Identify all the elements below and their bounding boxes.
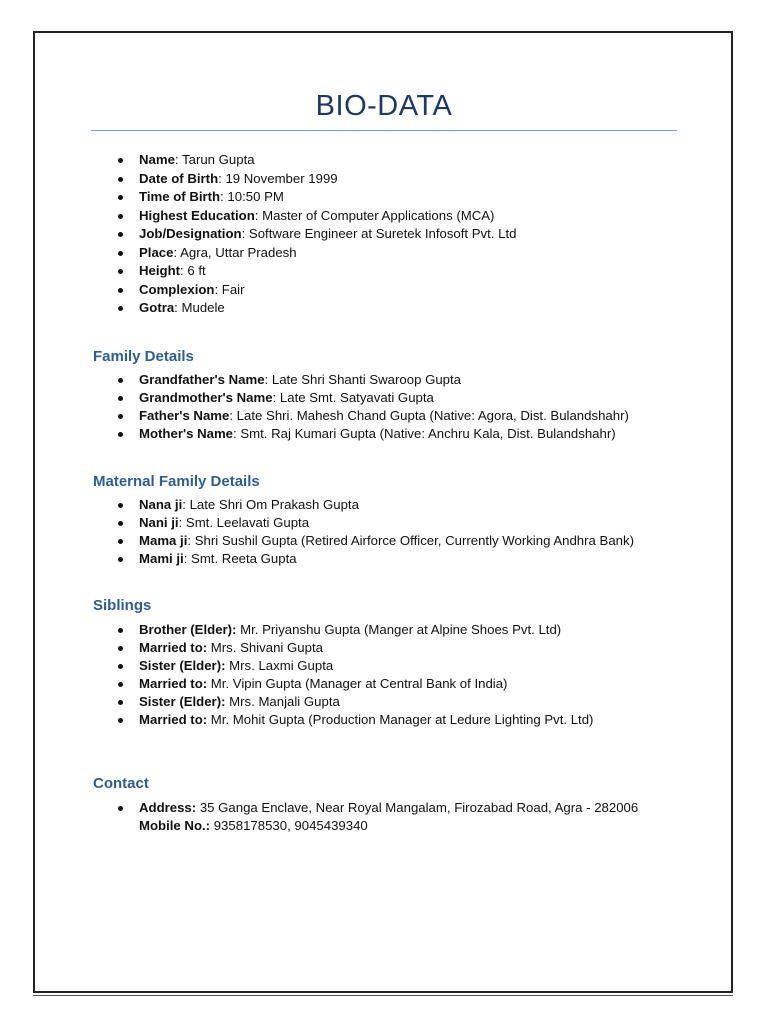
spouse-label: Married to: [139, 712, 208, 727]
place-value: : Agra, Uttar Pradesh [173, 244, 297, 260]
nana-ji-value: : Late Shri Om Prakash Gupta [182, 497, 359, 512]
sibling-label: Sister (Elder): [139, 694, 226, 709]
title-divider [91, 130, 677, 131]
list-item-complexion [139, 281, 516, 300]
page-title: BIO-DATA [315, 90, 453, 122]
list-item-address [139, 799, 638, 817]
address-label: Address: [139, 800, 197, 815]
gotra-value: : Mudele [174, 300, 225, 315]
education-label: Highest Education [139, 207, 255, 223]
spouse-value: Mrs. Shivani Gupta [207, 640, 323, 655]
family-details-heading: Family Details [93, 348, 194, 365]
list-item-sibling [139, 621, 593, 639]
spouse-label: Married to: [139, 640, 208, 655]
mother-label: Mother's Name [139, 426, 234, 441]
sibling-label: Brother (Elder): [139, 622, 237, 637]
spouse-value: Mr. Mohit Gupta (Production Manager at Ledure Lighting Pvt. Ltd) [207, 712, 594, 727]
spouse-label: Married to: [139, 676, 208, 691]
list-item-nana-ji [139, 496, 634, 514]
list-item-time-of-birth [139, 188, 516, 207]
grandfather-value: : Late Shri Shanti Swaroop Gupta [264, 372, 461, 387]
list-item-nani-ji [139, 514, 634, 532]
spouse-value: Mr. Vipin Gupta (Manager at Central Bank of India) [207, 676, 508, 691]
nani-ji-label: Nani ji [139, 515, 179, 530]
list-item-sibling [139, 657, 593, 675]
list-item-mother [139, 425, 629, 443]
list-item-name [139, 151, 516, 170]
siblings-list [139, 621, 593, 729]
list-item-gotra [139, 299, 516, 318]
siblings-heading: Siblings [93, 597, 152, 614]
list-item-father [139, 407, 629, 425]
grandmother-value: : Late Smt. Satyavati Gupta [272, 390, 434, 405]
time-of-birth-value: : 10:50 PM [220, 189, 284, 204]
list-item-place [139, 244, 516, 263]
complexion-label: Complexion [139, 281, 215, 297]
mother-value: : Smt. Raj Kumari Gupta (Native: Anchru Kala, Dist. Bulandshahr) [233, 426, 616, 441]
list-item-date-of-birth [139, 170, 516, 189]
sibling-value: Mrs. Manjali Gupta [225, 694, 340, 709]
sibling-value: Mr. Priyanshu Gupta (Manger at Alpine Shoes Pvt. Ltd) [236, 622, 562, 637]
date-of-birth-label: Date of Birth [139, 170, 219, 186]
job-value: : Software Engineer at Suretek Infosoft Pvt. Ltd [241, 226, 517, 241]
mobile-label: Mobile No.: [139, 818, 211, 833]
maternal-family-heading: Maternal Family Details [93, 473, 260, 490]
mama-ji-label: Mama ji [139, 533, 188, 548]
sibling-value: Mrs. Laxmi Gupta [225, 658, 334, 673]
contact-heading: Contact [93, 775, 149, 792]
complexion-value: : Fair [214, 281, 245, 297]
list-item-mama-ji [139, 532, 634, 550]
maternal-family-list [139, 496, 634, 568]
height-value: : 6 ft [180, 263, 206, 278]
mobile-value: 9358178530, 9045439340 [210, 818, 368, 833]
height-label: Height [139, 263, 181, 278]
nana-ji-label: Nana ji [139, 497, 183, 512]
page-bottom-rule [33, 995, 733, 996]
sibling-label: Sister (Elder): [139, 658, 226, 673]
list-item-spouse [139, 639, 593, 657]
education-value: : Master of Computer Applications (MCA) [254, 207, 495, 223]
list-item-spouse [139, 675, 593, 693]
grandmother-label: Grandmother's Name [139, 390, 273, 405]
mami-ji-label: Mami ji [139, 551, 184, 566]
place-label: Place [139, 244, 174, 260]
mama-ji-value: : Shri Sushil Gupta (Retired Airforce Officer, Currently Working Andhra Bank) [187, 533, 634, 548]
family-details-list [139, 371, 629, 443]
list-item-job [139, 225, 516, 244]
gotra-label: Gotra [139, 300, 175, 315]
list-item-spouse [139, 711, 593, 729]
list-item-education [139, 207, 516, 226]
contact-list [139, 799, 638, 835]
list-item-mami-ji [139, 550, 634, 568]
father-label: Father's Name [139, 408, 230, 423]
grandfather-label: Grandfather's Name [139, 372, 265, 387]
personal-details-list [139, 151, 516, 318]
job-label: Job/Designation [139, 226, 242, 241]
father-value: : Late Shri. Mahesh Chand Gupta (Native: Agora, Dist. Bulandshahr) [229, 408, 629, 423]
mami-ji-value: : Smt. Reeta Gupta [183, 551, 297, 566]
nani-ji-value: : Smt. Leelavati Gupta [178, 515, 310, 530]
list-item-mobile [139, 817, 638, 835]
list-item-grandmother [139, 389, 629, 407]
name-label: Name [139, 152, 175, 167]
list-item-sibling [139, 693, 593, 711]
address-value: 35 Ganga Enclave, Near Royal Mangalam, Firozabad Road, Agra - 282006 [196, 800, 639, 815]
list-item-grandfather [139, 371, 629, 389]
time-of-birth-label: Time of Birth [139, 189, 221, 204]
list-item-height [139, 262, 516, 281]
name-value: : Tarun Gupta [174, 152, 255, 167]
date-of-birth-value: : 19 November 1999 [218, 170, 338, 186]
